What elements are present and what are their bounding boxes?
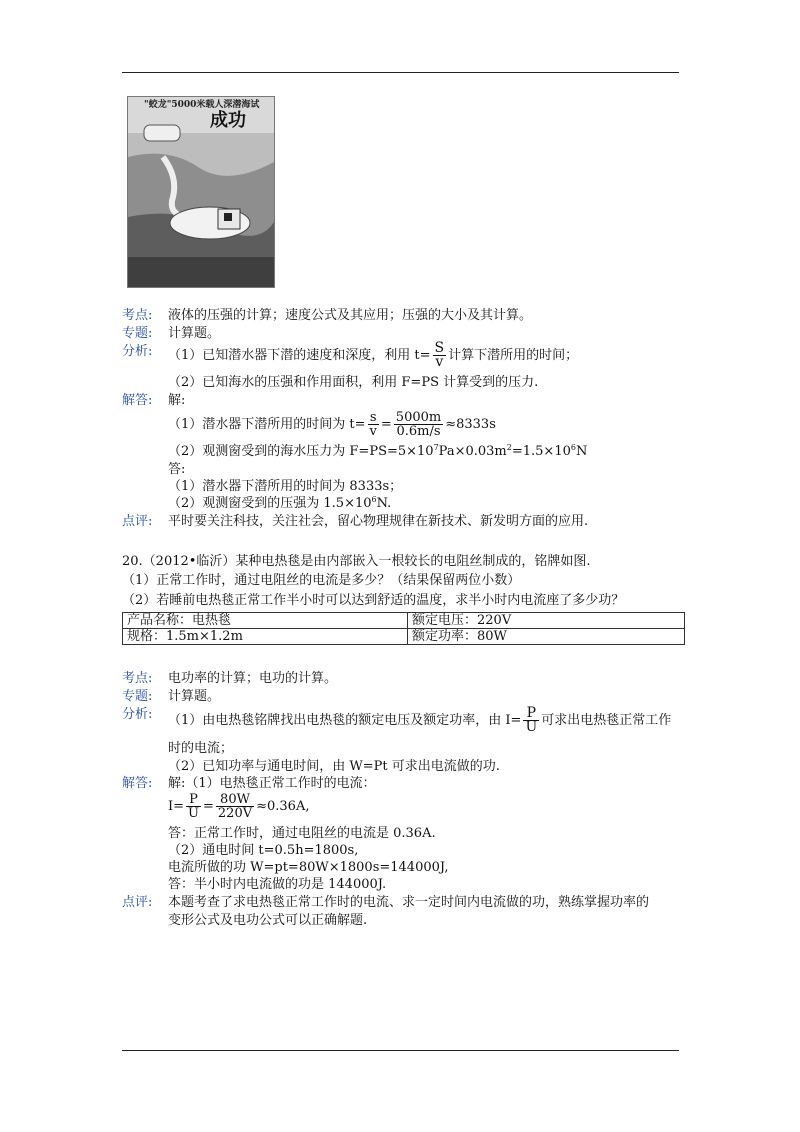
q19-answer-1: （1）潜水器下潜所用的时间为 8333s；	[168, 479, 403, 494]
nameplate-table	[122, 612, 685, 645]
frac-num: 5000m	[395, 410, 442, 425]
q20-analysis-2: （2）已知功率与通电时间，由 W=Pt 可求出电流做的功.	[168, 759, 500, 774]
q19-kaodian-tag: 考点:	[122, 308, 153, 323]
q20-solution-2: （2）通电时间 t=0.5h=1800s,	[168, 843, 359, 858]
q20-analysis-1	[168, 707, 671, 735]
header-rule	[122, 72, 679, 73]
fraction-p-u	[186, 793, 201, 820]
q19-jie: 解:	[168, 393, 186, 408]
q20-a1-post: 可求出电热毯正常工作	[541, 713, 672, 728]
q20-dianping-tag: 点评:	[122, 895, 153, 910]
table-cell: 产品名称：电热毯	[123, 613, 408, 629]
q20-part-2: （2）若睡前电热毯正常工作半小时可以达到舒适的温度，求半小时内电流座了多少功？	[122, 593, 625, 608]
q19-solution-2	[168, 444, 587, 460]
fraction-s-over-v	[433, 342, 447, 369]
q20-kaodian: 电功率的计算；电功的计算。	[168, 671, 338, 686]
frac-den: U	[188, 806, 199, 821]
q20-part-1: （1）正常工作时，通过电阻丝的电流是多少？（结果保留两位小数）	[122, 573, 521, 588]
q19-s2-mid1: Pa×0.03m	[438, 444, 507, 459]
frac-den: 220V	[217, 806, 253, 821]
frac-den: v	[435, 354, 444, 370]
photo-caption-big: 成功	[210, 110, 246, 131]
fraction-s-v	[368, 411, 379, 438]
q19-kaodian: 液体的压强的计算；速度公式及其应用；压强的大小及其计算。	[168, 308, 533, 323]
fraction-p-over-u	[523, 707, 539, 734]
q20-title: 20.（2012•临沂）某种电热毯是由内部嵌入一根较长的电阻丝制成的，铭牌如图.	[122, 554, 591, 569]
exp: 6	[371, 495, 377, 504]
q19-analysis-1	[168, 342, 578, 370]
frac-num: 80W	[216, 793, 254, 807]
q19-zhuanti-tag: 专题:	[122, 326, 153, 341]
q20-answer-2: 答：半小时内电流做的功是 144000J.	[168, 877, 387, 892]
exp: 2	[506, 443, 512, 452]
q19-analysis-2: （2）已知海水的压强和作用面积，利用 F=PS 计算受到的压力.	[168, 375, 539, 390]
q20-i-pre: I=	[168, 799, 185, 814]
q19-zhuanti: 计算题。	[168, 326, 221, 341]
table-cell: 额定功率：80W	[408, 629, 685, 645]
q20-zhuanti-tag: 专题:	[122, 689, 153, 704]
q20-analysis-1-cont: 时的电流；	[168, 741, 234, 756]
table-row	[123, 613, 685, 629]
q19-jieda-tag: 解答:	[122, 393, 153, 408]
fraction-5000m-0.6ms	[394, 411, 443, 438]
frac-num: s	[368, 411, 379, 425]
q20-solution-3: 电流所做的功 W=pt=80W×1800s=144000J,	[168, 860, 449, 875]
q19-s2-post: N	[575, 444, 588, 459]
frac-den: 0.6m/s	[396, 424, 441, 439]
q19-a1-post: 计算下潜所用的时间；	[448, 348, 579, 363]
table-cell: 规格：1.5m×1.2m	[123, 629, 408, 645]
frac-den: v	[369, 424, 377, 439]
submersible-illustration	[128, 97, 274, 287]
q19-fenxi-tag: 分析:	[122, 344, 153, 359]
q19-dianping: 平时要关注科技，关注社会，留心物理规律在新技术、新发明方面的应用.	[168, 514, 589, 529]
frac-den: U	[525, 719, 538, 735]
table-row	[123, 629, 685, 645]
q19-a1-pre: （1）已知潜水器下潜的速度和深度，利用 t=	[168, 348, 431, 363]
q19-dianping-tag: 点评:	[122, 514, 153, 529]
q19-solution-1	[168, 410, 496, 440]
q19-d2-post: N.	[376, 496, 392, 511]
frac-num: P	[186, 793, 201, 807]
table-cell: 额定电压：220V	[408, 613, 685, 629]
q19-answer-2	[168, 496, 391, 512]
q19-s2-mid2: =1.5×10	[511, 444, 571, 459]
exp: 6	[570, 443, 576, 452]
fraction-80w-220v	[216, 793, 254, 820]
q20-zhuanti: 计算题。	[168, 689, 221, 704]
q20-current-formula	[168, 792, 309, 822]
equals: =	[203, 799, 214, 814]
q20-answer-1: 答：正常工作时，通过电阻丝的电流是 0.36A.	[168, 826, 436, 841]
q19-da: 答:	[168, 462, 186, 477]
footer-rule	[122, 1050, 679, 1051]
q19-s1-pre: （1）潜水器下潜所用的时间为 t=	[168, 417, 366, 432]
q20-dianping-2: 变形公式及电功公式可以正确解题.	[168, 913, 368, 928]
photo-caption-top: "蛟龙"5000米载人深潜海试	[144, 100, 260, 110]
frac-num: P	[523, 707, 539, 721]
exp: 7	[433, 443, 439, 452]
q20-kaodian-tag: 考点:	[122, 671, 153, 686]
q20-a1-pre: （1）由电热毯铭牌找出电热毯的额定电压及额定功率，由 I=	[168, 713, 522, 728]
submersible-photo	[127, 96, 275, 288]
q19-d2-pre: （2）观测窗受到的压强为 1.5×10	[168, 496, 372, 511]
q20-i-post: ≈0.36A,	[256, 799, 310, 814]
frac-num: S	[434, 340, 445, 356]
q20-fenxi-tag: 分析:	[122, 707, 153, 722]
q20-jieda-tag: 解答:	[122, 776, 153, 791]
q20-dianping-1: 本题考查了求电热毯正常工作时的电流、求一定时间内电流做的功，熟练掌握功率的	[168, 895, 650, 910]
equals: =	[380, 417, 392, 432]
q20-jie: 解:（1）电热毯正常工作时的电流：	[168, 776, 376, 791]
q19-s2-pre: （2）观测窗受到的海水压力为 F=PS=5×10	[168, 444, 434, 459]
q19-s1-post: ≈8333s	[445, 417, 496, 432]
